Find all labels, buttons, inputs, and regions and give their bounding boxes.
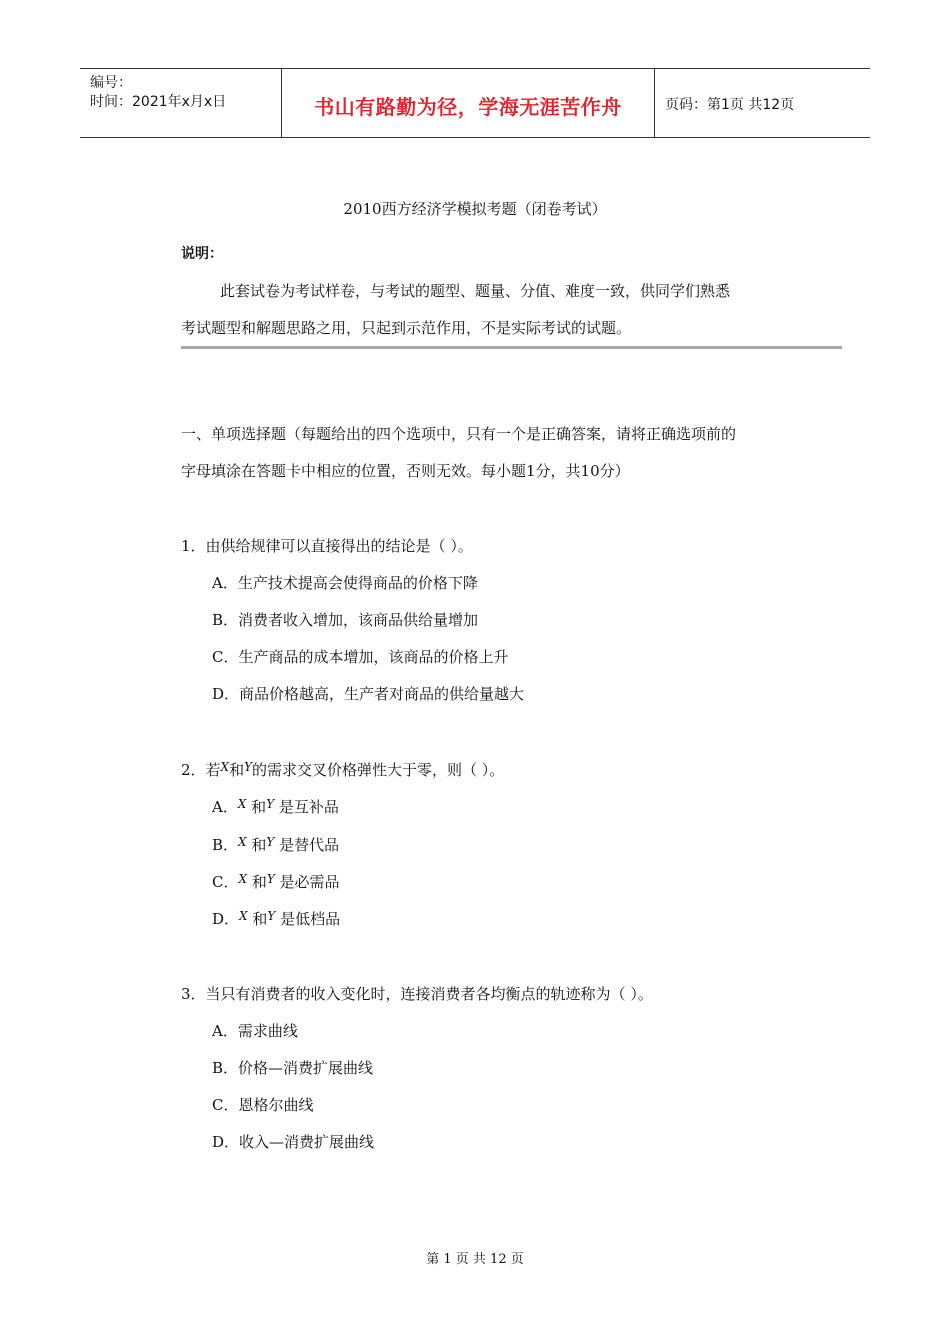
option-letter: D． bbox=[212, 910, 240, 928]
question-2-option-d bbox=[212, 908, 340, 929]
question-3-option-b: B．价格—消费扩展曲线 bbox=[212, 1059, 374, 1077]
question-2-stem bbox=[181, 759, 504, 780]
option-letter: B． bbox=[212, 836, 239, 854]
var-x: X bbox=[220, 760, 230, 774]
option-rest: 是互补品 bbox=[278, 798, 339, 816]
stem-suffix: 的需求交叉价格弹性大于零，则（ ）。 bbox=[252, 761, 505, 779]
var-y: Y bbox=[267, 909, 276, 923]
var-x: X bbox=[239, 909, 248, 923]
question-2-option-a bbox=[212, 796, 339, 817]
stem-and: 和 bbox=[229, 761, 245, 779]
code-label: 编号： bbox=[90, 75, 132, 91]
var-y: Y bbox=[266, 872, 275, 886]
section-line-1: 一、单项选择题（每题给出的四个选项中，只有一个是正确答案，请将正确选项前的 bbox=[181, 425, 737, 443]
option-and: 和 bbox=[252, 910, 268, 928]
question-1-stem: 1．由供给规律可以直接得出的结论是（ ）。 bbox=[181, 537, 473, 555]
stem-prefix: 2．若 bbox=[181, 761, 221, 779]
question-2-option-b bbox=[212, 834, 339, 855]
var-x: X bbox=[238, 872, 248, 886]
var-y: Y bbox=[266, 797, 275, 811]
note-line-1: 此套试卷为考试样卷，与考试的题型、题量、分值、难度一致，供同学们熟悉 bbox=[220, 282, 731, 300]
var-x: X bbox=[238, 835, 247, 849]
note-label: 说明： bbox=[181, 246, 223, 262]
option-letter: C． bbox=[212, 873, 239, 891]
question-3-stem: 3．当只有消费者的收入变化时，连接消费者各均衡点的轨迹称为（ ）。 bbox=[181, 985, 653, 1003]
option-rest: 是必需品 bbox=[279, 873, 340, 891]
option-rest: 是低档品 bbox=[280, 910, 341, 928]
question-1-option-a: A．生产技术提高会使得商品的价格下降 bbox=[212, 574, 478, 592]
option-and: 和 bbox=[251, 836, 267, 854]
header-motto-cell bbox=[281, 69, 655, 137]
var-y: Y bbox=[266, 835, 275, 849]
question-1-option-d: D．商品价格越高，生产者对商品的供给量越大 bbox=[212, 685, 525, 703]
section-line-2: 字母填涂在答题卡中相应的位置，否则无效。每小题1分，共10分） bbox=[181, 462, 630, 480]
var-x: X bbox=[237, 797, 247, 811]
document-title: 2010西方经济学模拟考题（闭卷考试） bbox=[343, 200, 607, 218]
option-letter: A． bbox=[212, 798, 238, 816]
question-3-option-c: C．恩格尔曲线 bbox=[212, 1096, 314, 1114]
document-header bbox=[80, 68, 870, 138]
page-footer: 第 1 页 共 12 页 bbox=[426, 1252, 524, 1267]
option-and: 和 bbox=[251, 798, 267, 816]
question-3-option-d: D．收入—消费扩展曲线 bbox=[212, 1133, 375, 1151]
note-line-2: 考试题型和解题思路之用，只起到示范作用，不是实际考试的试题。 bbox=[181, 319, 632, 337]
question-1-option-b: B．消费者收入增加，该商品供给量增加 bbox=[212, 611, 479, 629]
var-y: Y bbox=[244, 760, 253, 774]
header-page-cell bbox=[655, 69, 870, 137]
divider bbox=[181, 346, 842, 349]
question-3-option-a: A．需求曲线 bbox=[212, 1022, 298, 1040]
question-1-option-c: C．生产商品的成本增加，该商品的价格上升 bbox=[212, 648, 509, 666]
question-2-option-c bbox=[212, 871, 340, 892]
option-and: 和 bbox=[251, 873, 267, 891]
motto: 书山有路勤为径，学海无涯苦作舟 bbox=[314, 95, 622, 119]
page-info: 页码：第1页 共12页 bbox=[665, 97, 795, 113]
header-meta-cell bbox=[80, 69, 280, 137]
option-rest: 是替代品 bbox=[279, 836, 340, 854]
time-label: 时间：2021年x月x日 bbox=[90, 94, 227, 110]
